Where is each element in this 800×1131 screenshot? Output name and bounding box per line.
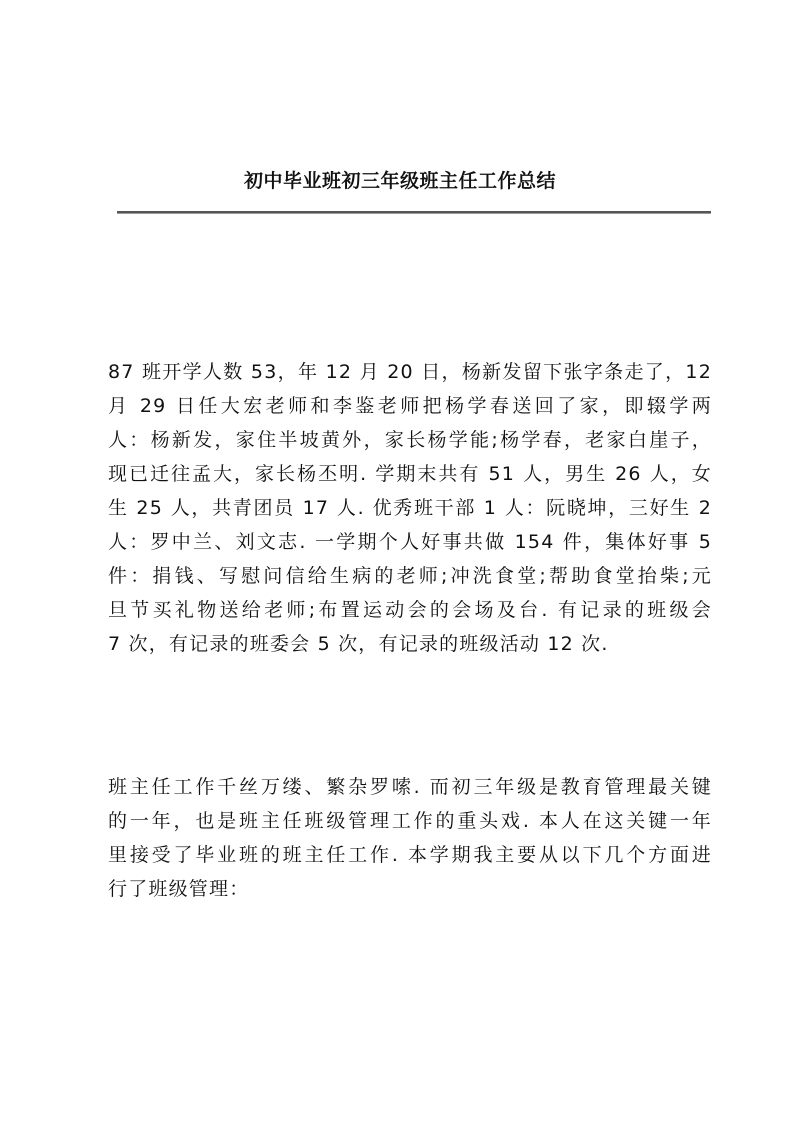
text-line: 生 25 人，共青团员 17 人. 优秀班干部 1 人：阮晓坤，三好生 2 xyxy=(108,497,712,519)
title-divider xyxy=(117,211,711,214)
text-line: 7 次，有记录的班委会 5 次，有记录的班级活动 12 次. xyxy=(108,633,609,655)
page-title: 初中毕业班初三年级班主任工作总结 xyxy=(243,170,556,192)
paragraph-class-statistics xyxy=(108,355,712,661)
text-line: 87 班开学人数 53，年 12 月 20 日，杨新发留下张字条走了，12 xyxy=(108,361,712,383)
text-line: 月 29 日任大宏老师和李鉴老师把杨学春送回了家，即辍学两 xyxy=(108,395,712,417)
paragraph-work-intro xyxy=(108,770,712,906)
text-line: 人：杨新发，家住半坡黄外，家长杨学能;杨学春，老家白崖子， xyxy=(108,429,712,451)
text-line: 行了班级管理： xyxy=(108,878,250,900)
text-line: 人：罗中兰、刘文志. 一学期个人好事共做 154 件，集体好事 5 xyxy=(108,531,712,553)
text-line: 现已迁往孟大，家长杨丕明. 学期末共有 51 人，男生 26 人，女 xyxy=(108,463,712,485)
text-line: 旦节买礼物送给老师;布置运动会的会场及台. 有记录的班级会 xyxy=(108,599,712,621)
text-line: 班主任工作千丝万缕、繁杂罗嗦. 而初三年级是教育管理最关键 xyxy=(108,776,712,798)
text-line: 里接受了毕业班的班主任工作. 本学期我主要从以下几个方面进 xyxy=(108,844,712,866)
text-line: 件：捐钱、写慰问信给生病的老师;冲洗食堂;帮助食堂抬柴;元 xyxy=(108,565,712,587)
text-line: 的一年，也是班主任班级管理工作的重头戏. 本人在这关键一年 xyxy=(108,810,712,832)
